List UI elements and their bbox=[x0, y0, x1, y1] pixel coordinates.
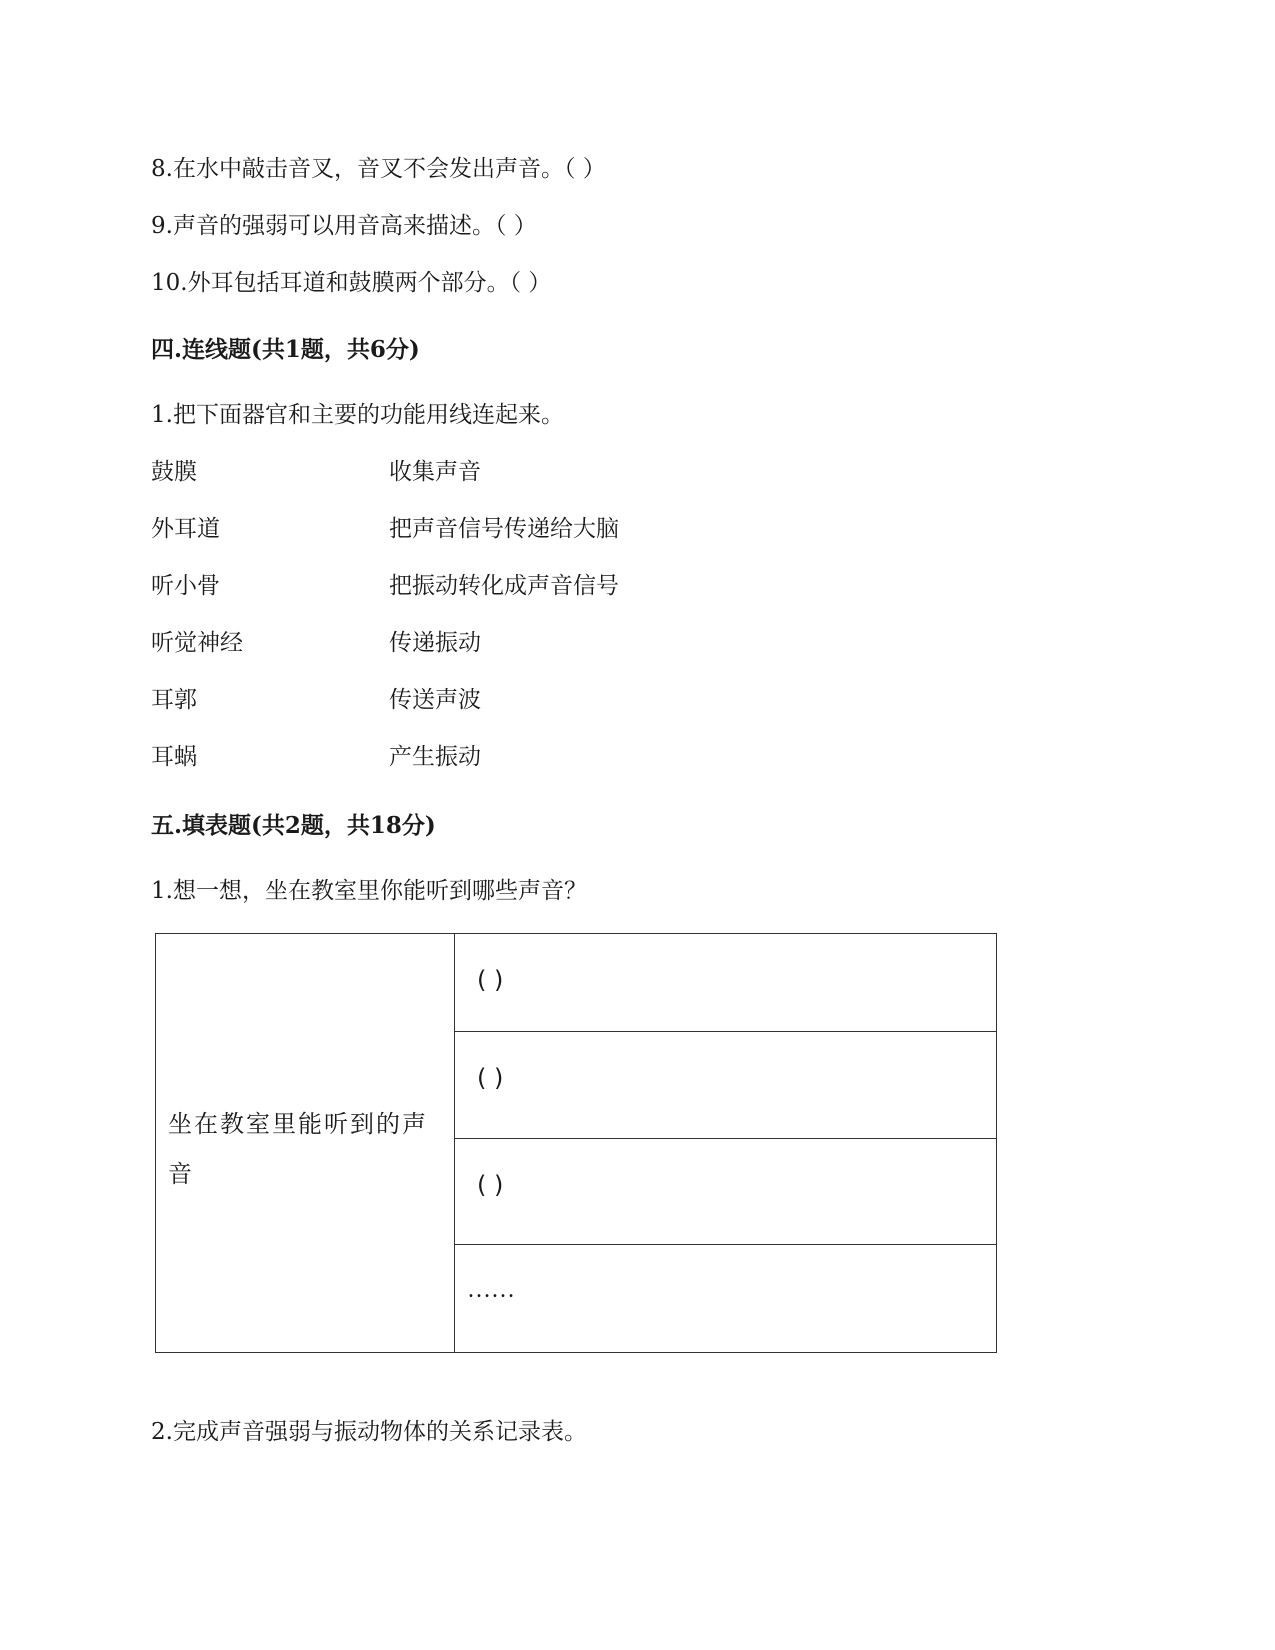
question-10: 10.外耳包括耳道和鼓膜两个部分。（ ） bbox=[151, 270, 552, 296]
blank-cell: ( ) bbox=[477, 1171, 504, 1199]
table-left-cell bbox=[156, 934, 455, 1352]
function-item: 把振动转化成声音信号 bbox=[389, 573, 619, 599]
table-row[interactable] bbox=[455, 934, 996, 1032]
organ-item: 听觉神经 bbox=[151, 630, 243, 656]
organ-item: 鼓膜 bbox=[151, 459, 197, 485]
function-item: 把声音信号传递给大脑 bbox=[389, 516, 619, 542]
question-8: 8.在水中敲击音叉，音叉不会发出声音。（ ） bbox=[151, 156, 606, 182]
table-row[interactable] bbox=[455, 1032, 996, 1139]
organ-item: 耳郭 bbox=[151, 687, 197, 713]
section-5-question-1: 1.想一想，坐在教室里你能听到哪些声音？ bbox=[151, 878, 587, 904]
organ-item: 外耳道 bbox=[151, 516, 220, 542]
table-row[interactable] bbox=[455, 1245, 996, 1352]
section-5-heading: 五.填表题(共2题，共18分) bbox=[151, 812, 436, 839]
function-item: 传递振动 bbox=[389, 630, 481, 656]
organ-item: 听小骨 bbox=[151, 573, 220, 599]
organ-item: 耳蜗 bbox=[151, 744, 197, 770]
function-item: 产生振动 bbox=[389, 744, 481, 770]
section-4-heading: 四.连线题(共1题，共6分) bbox=[151, 336, 420, 363]
section-5-question-2: 2.完成声音强弱与振动物体的关系记录表。 bbox=[151, 1419, 587, 1445]
table-left-label: 坐在教室里能听到的声音 bbox=[168, 1110, 428, 1188]
blank-cell: ( ) bbox=[477, 1064, 504, 1092]
question-9: 9.声音的强弱可以用音高来描述。（ ） bbox=[151, 213, 537, 239]
table-row[interactable] bbox=[455, 1139, 996, 1245]
blank-cell: ( ) bbox=[477, 966, 504, 994]
sounds-table bbox=[155, 933, 997, 1353]
section-4-question-1: 1.把下面器官和主要的功能用线连起来。 bbox=[151, 402, 564, 428]
function-item: 传送声波 bbox=[389, 687, 481, 713]
ellipsis-cell: …… bbox=[467, 1277, 515, 1303]
function-item: 收集声音 bbox=[389, 459, 481, 485]
